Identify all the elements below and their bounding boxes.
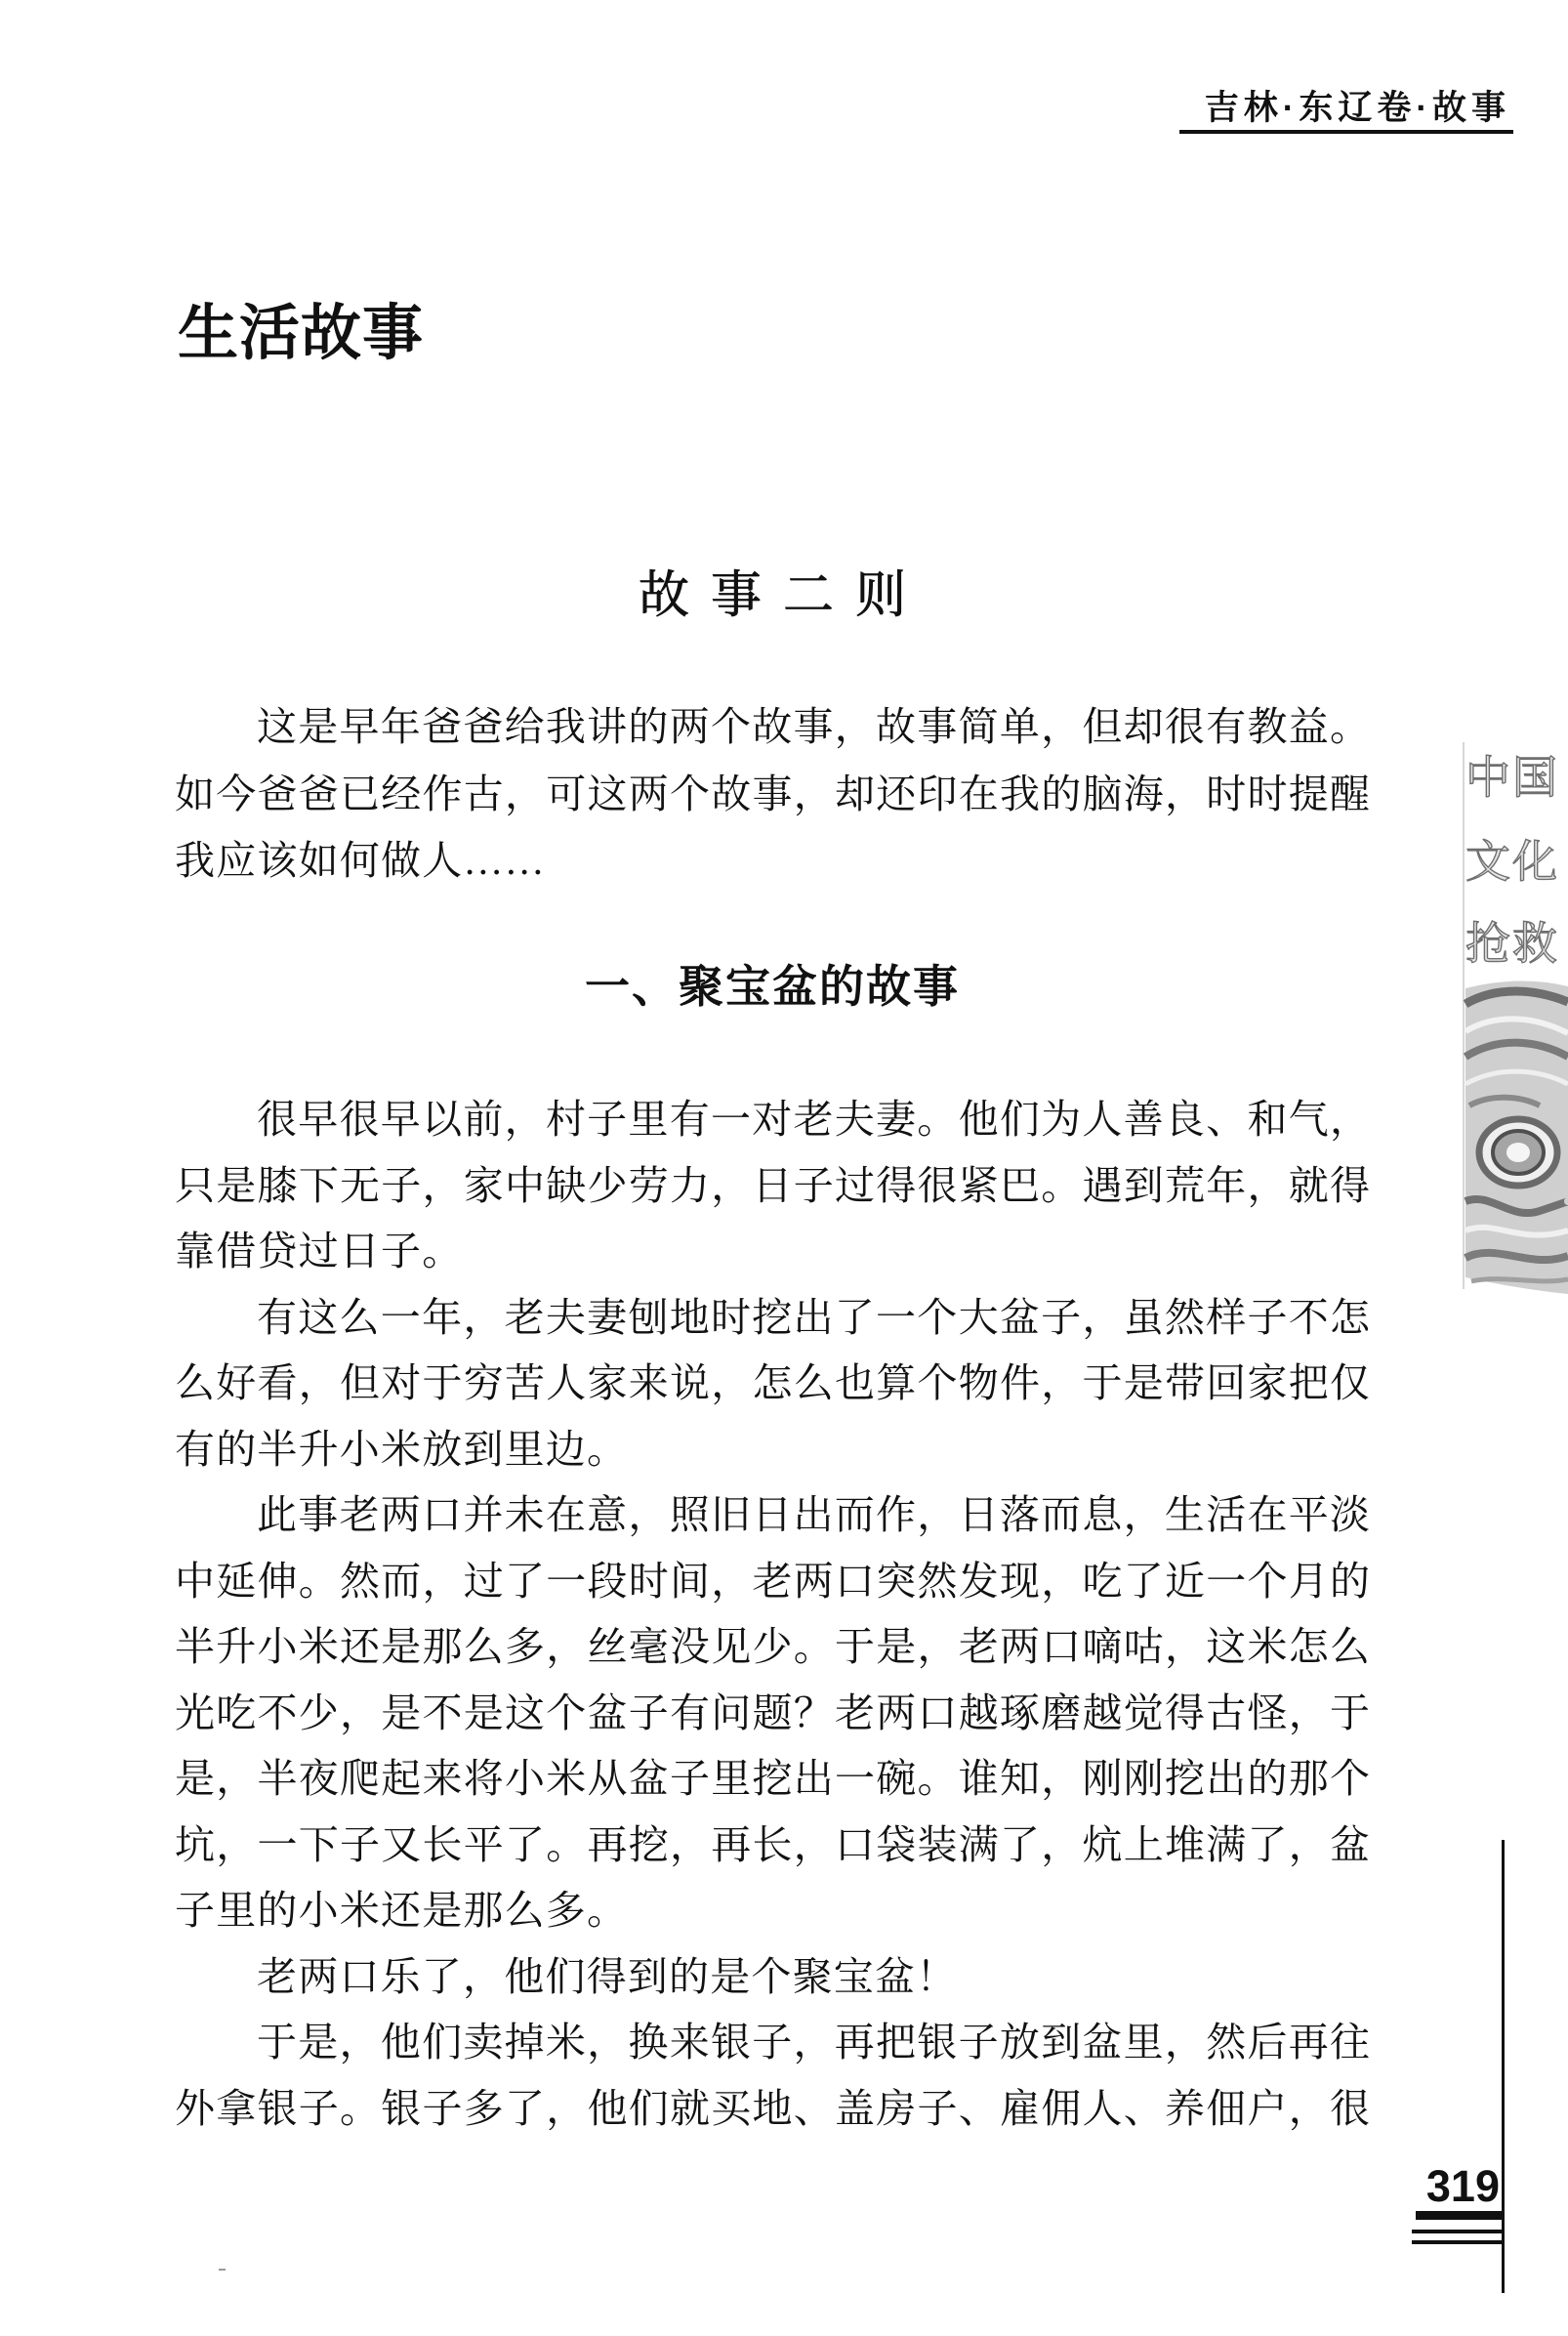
text-line: 半升小米还是那么多，丝毫没见少。于是，老两口嘀咕，这米怎么 xyxy=(175,1624,1370,1669)
text-line: 此事老两口并未在意，照旧日出而作，日落而息，生活在平淡 xyxy=(257,1492,1370,1537)
scan-mark xyxy=(219,2269,226,2271)
text-line: 有这么一年，老夫妻刨地时挖出了一个大盆子，虽然样子不怎 xyxy=(257,1294,1370,1340)
intro-paragraph xyxy=(175,693,1370,895)
text-line: 子里的小米还是那么多。 xyxy=(175,1888,629,1933)
story-subheading: 一、聚宝盆的故事 xyxy=(585,961,960,1012)
text-line: 于是，他们卖掉米，换来银子，再把银子放到盆里，然后再往 xyxy=(257,2020,1370,2065)
logo-pattern xyxy=(1465,980,1568,1294)
folio-bar-thick xyxy=(1416,2211,1503,2220)
margin-vertical-rule xyxy=(1502,1840,1505,2293)
logo-lettering-row: 文化 xyxy=(1465,837,1559,887)
text-line: 这是早年爸爸给我讲的两个故事，故事简单，但却很有教益。 xyxy=(257,704,1370,749)
text-line: 有的半升小米放到里边。 xyxy=(175,1426,629,1472)
section-title: 生活故事 xyxy=(178,301,425,367)
logo-lettering-row: 抢救 xyxy=(1465,919,1559,969)
text-line: 光吃不少，是不是这个盆子有问题？老两口越琢磨越觉得古怪，于 xyxy=(175,1689,1370,1735)
text-line: 坑，一下子又长平了。再挖，再长，口袋装满了，炕上堆满了，盆 xyxy=(175,1821,1370,1867)
paragraph xyxy=(175,1944,1370,2011)
paragraph xyxy=(175,1482,1370,1944)
logo-lettering xyxy=(1465,753,1559,969)
text-line: 中延伸。然而，过了一段时间，老两口突然发现，吃了近一个月的 xyxy=(175,1558,1370,1604)
side-logo-graphic xyxy=(1462,742,1568,1301)
text-line: 只是膝下无子，家中缺少劳力，日子过得很紧巴。遇到荒年，就得 xyxy=(175,1162,1370,1208)
paragraph xyxy=(175,1285,1370,1483)
pattern-eye-center xyxy=(1506,1143,1530,1162)
folio-bar-thin xyxy=(1412,2230,1503,2233)
text-line: 么好看，但对于穷苦人家来说，怎么也算个物件，于是带回家把仅 xyxy=(175,1360,1370,1405)
pattern-swirl xyxy=(1471,1279,1568,1281)
running-title-underline xyxy=(1179,130,1513,134)
paragraph xyxy=(175,2010,1370,2142)
story-body xyxy=(175,1087,1370,2142)
article-title: 故事二则 xyxy=(638,568,928,624)
text-line: 老两口乐了，他们得到的是个聚宝盆！ xyxy=(257,1953,958,1999)
page-number: 319 xyxy=(1425,2161,1500,2211)
text-line: 是，半夜爬起来将小米从盆子里挖出一碗。谁知，刚刚挖出的那个 xyxy=(175,1756,1370,1801)
logo-lettering-row: 中国 xyxy=(1465,753,1559,803)
text-line: 外拿银子。银子多了，他们就买地、盖房子、雇佣人、养佃户，很 xyxy=(175,2085,1370,2131)
running-title: 吉林·东辽卷·故事 xyxy=(1204,89,1510,127)
text-line: 靠借贷过日子。 xyxy=(175,1229,464,1273)
text-line: 如今爸爸已经作古，可这两个故事，却还印在我的脑海，时时提醒 xyxy=(175,771,1370,816)
text-line: 我应该如何做人…… xyxy=(175,838,546,883)
paragraph xyxy=(175,1087,1370,1285)
text-line: 很早很早以前，村子里有一对老夫妻。他们为人善良、和气， xyxy=(257,1097,1370,1142)
folio-bar-thin xyxy=(1412,2240,1503,2244)
